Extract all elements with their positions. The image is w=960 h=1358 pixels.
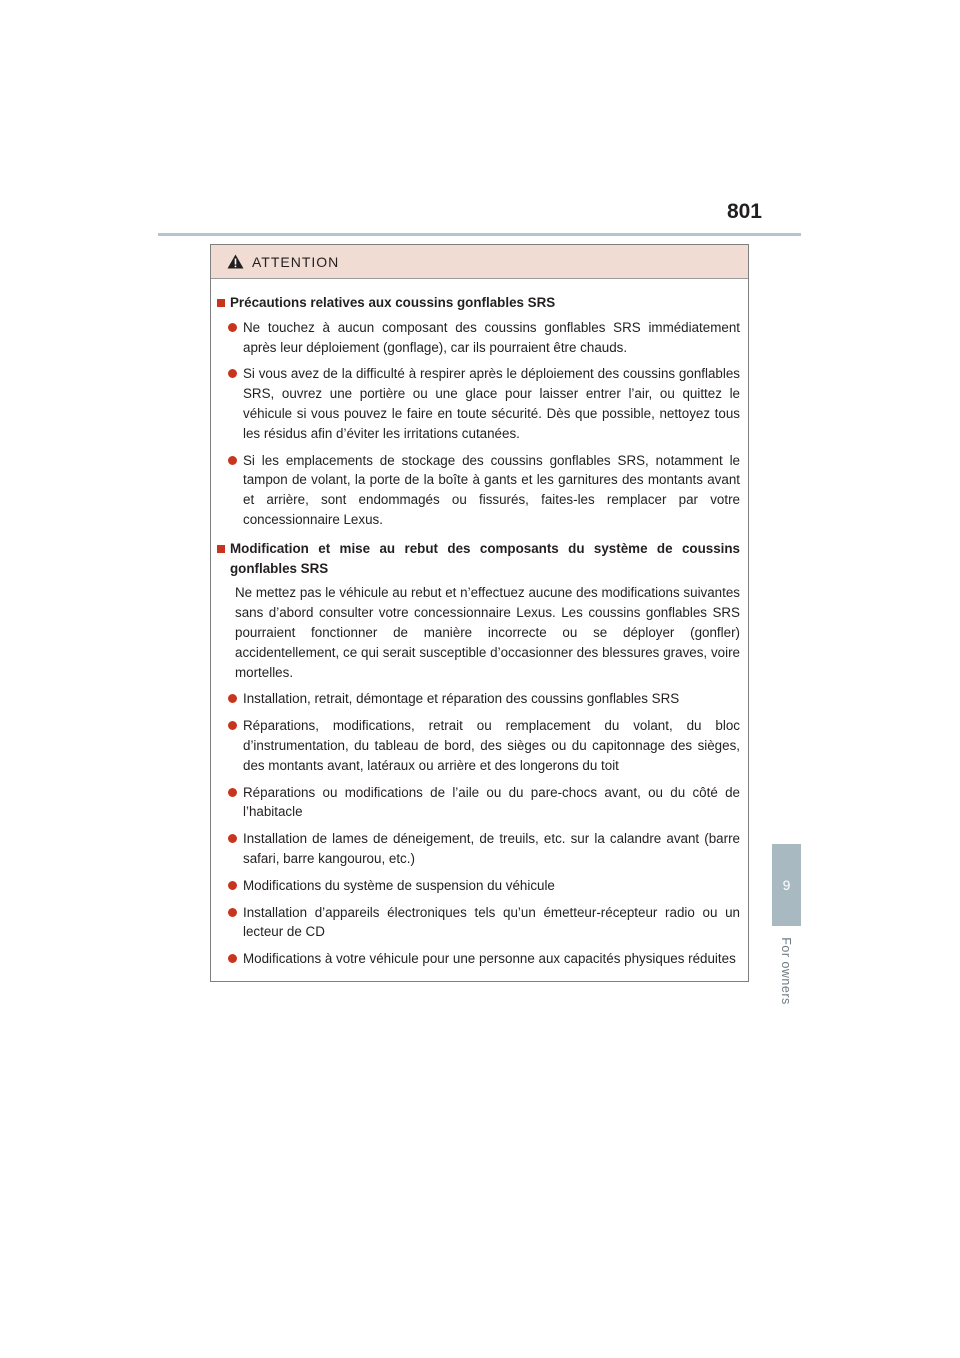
- square-bullet-icon: [217, 545, 225, 553]
- warning-triangle-icon: [227, 254, 244, 269]
- round-bullet-icon: [228, 881, 237, 890]
- list-item-text: Réparations, modifications, retrait ou remplacement du volant, du bloc d’instrumentation, du tableau de bord, des sièges ou du capitonnage des sièges, des montants avant, latéraux ou arrière et des longerons du toit: [243, 718, 740, 773]
- list-item: [228, 451, 740, 530]
- round-bullet-icon: [228, 456, 237, 465]
- chapter-label-container: [771, 932, 801, 1010]
- section-heading-text: Modification et mise au rebut des composants du système de coussins gonflables SRS: [230, 540, 740, 576]
- list-item: [228, 364, 740, 443]
- warning-header: [211, 245, 748, 279]
- list-item-text: Si vous avez de la difficulté à respirer après le déploiement des coussins gonflables SRS, ouvrez une portière ou une glace pour laisser entrer l’air, ou quittez le véhicule si vous pouvez le faire en toute sécurité. Dès que possible, nettoyez tous les résidus afin d’éviter les irritations cutanées.: [243, 366, 740, 441]
- section-heading-text: Précautions relatives aux coussins gonflables SRS: [230, 295, 556, 310]
- round-bullet-icon: [228, 954, 237, 963]
- list-item-text: Si les emplacements de stockage des coussins gonflables SRS, notamment le tampon de volant, la porte de la boîte à gants et les garnitures des montants avant et arrière, sont endommagés ou fissurés, faites-les remplacer par votre concessionnaire Lexus.: [243, 452, 740, 527]
- list-item-text: Installation de lames de déneigement, de treuils, etc. sur la calandre avant (barre safari, barre kangourou, etc.): [243, 831, 740, 866]
- list-item-text: Modifications du système de suspension du véhicule: [243, 877, 555, 893]
- warning-title: ATTENTION: [252, 253, 340, 270]
- list-item: [228, 689, 740, 709]
- section-paragraph: Ne mettez pas le véhicule au rebut et n’effectuez aucune des modifications suivantes sans d’abord consulter votre concessionnaire Lexus. Les coussins gonflables SRS pourraient fonctionner de manière incorrecte ou se déployer (gonfler) accidentellement, ce qui serait susceptible d’occasionner des blessures graves, voire mortelles.: [235, 585, 740, 680]
- list-item: [228, 318, 740, 358]
- warning-box: [210, 244, 749, 982]
- page-number: 801: [726, 200, 762, 223]
- list-item-text: Modifications à votre véhicule pour une personne aux capacités physiques réduites: [243, 951, 736, 967]
- list-item-text: Installation, retrait, démontage et réparation des coussins gonflables SRS: [243, 691, 680, 707]
- section-heading: [217, 293, 740, 313]
- square-bullet-icon: [217, 299, 225, 307]
- list-item: [228, 783, 740, 823]
- list-item-text: Réparations ou modifications de l’aile ou du pare-chocs avant, ou du côté de l’habitacle: [243, 784, 740, 820]
- list-item: [228, 903, 740, 943]
- list-item: [228, 716, 740, 775]
- list-item: [228, 876, 740, 896]
- header-rule: [158, 233, 801, 236]
- list-item-text: Ne touchez à aucun composant des coussins gonflables SRS immédiatement après leur déploiement (gonflage), car ils pourraient être chauds.: [243, 319, 740, 355]
- warning-content: [211, 279, 748, 969]
- chapter-tab: [772, 844, 801, 926]
- round-bullet-icon: [228, 369, 237, 378]
- list-item: [228, 829, 740, 869]
- round-bullet-icon: [228, 788, 237, 797]
- chapter-label: For owners: [779, 937, 793, 1005]
- round-bullet-icon: [228, 323, 237, 332]
- list-item: [228, 949, 740, 969]
- round-bullet-icon: [228, 721, 237, 730]
- chapter-number: 9: [782, 877, 791, 893]
- list-item-text: Installation d’appareils électroniques tels qu’un émetteur-récepteur radio ou un lecteur de CD: [243, 904, 740, 940]
- section-heading: [217, 539, 740, 579]
- round-bullet-icon: [228, 908, 237, 917]
- round-bullet-icon: [228, 834, 237, 843]
- round-bullet-icon: [228, 694, 237, 703]
